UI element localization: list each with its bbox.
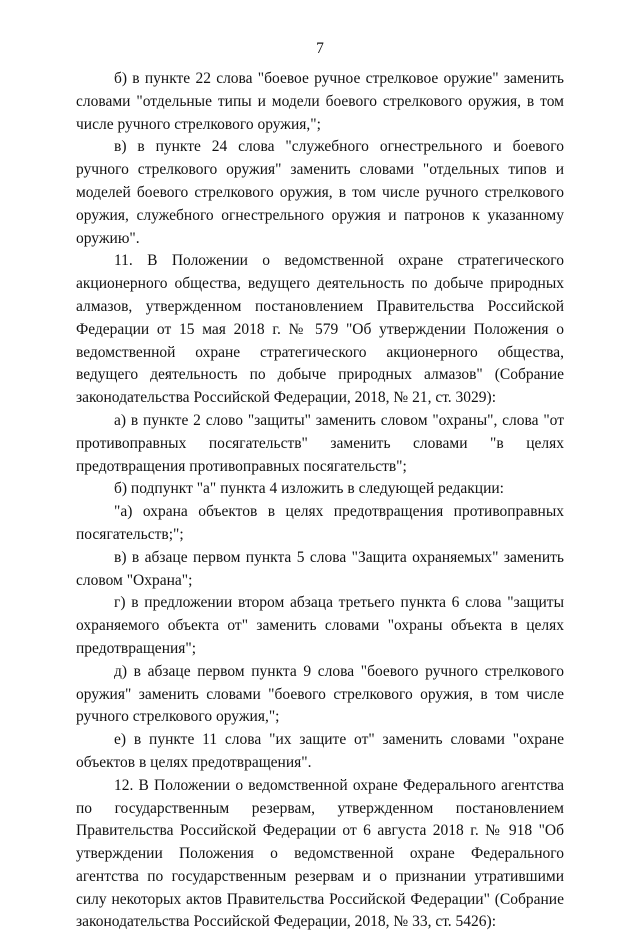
paragraph-item-d-point-9: д) в абзаце первом пункта 9 слова "боевого ручного стрелкового оружия" заменить словами "боевого стрелкового оружия, в том числе ручного стрелкового оружия,"; bbox=[76, 662, 564, 726]
paragraph-item-g-point-6: г) в предложении втором абзаца третьего пункта 6 слова "защиты охраняемого объекта от" заменить словами "охраны объекта в целях предотвращения"; bbox=[76, 594, 564, 657]
paragraph-section-12: 12. В Положении о ведомственной охране Федерального агентства по государственным резервам, утвержденном постановлением Правительства Российской Федерации от 6 августа 2018 г. № 918 "Об утверждении Положения о ведомственной охране Федерального агентства по государственным резервам и о признании утратившими силу некоторых актов Правительства Российской Федерации" (Собрание законодательства Российской Федерации, 2018, № 33, ст. 5426): bbox=[76, 776, 564, 931]
paragraph-item-a-point-2: а) в пункте 2 слово "защиты" заменить словом "охраны", слова "от противоправных посягательств" заменить словами "в целях предотвращения противоправных посягательств"; bbox=[76, 411, 564, 475]
paragraph-item-b-point-4: б) подпункт "а" пункта 4 изложить в следующей редакции: bbox=[114, 480, 504, 498]
paragraph-section-11: 11. В Положении о ведомственной охране стратегического акционерного общества, ведущего деятельность по добыче природных алмазов, утвержденном постановлением Правительства Российской Федерации от 15 мая 2018 г. № 579 "Об утверждении Положения о ведомственной охране стратегического акционерного общества, ведущего деятельность по добыче природных алмазов" (Собрание законодательства Российской Федерации, 2018, № 21, ст. 3029): bbox=[76, 252, 564, 407]
paragraph-item-e-point-11: е) в пункте 11 слова "их защите от" заменить словами "охране объектов в целях предотвращения". bbox=[76, 731, 564, 771]
paragraph-new-wording-subpoint-a: "а) охрана объектов в целях предотвращения противоправных посягательств;"; bbox=[76, 503, 564, 543]
document-body bbox=[76, 68, 564, 934]
paragraph-item-b-point-22: б) в пункте 22 слова "боевое ручное стрелковое оружие" заменить словами "отдельные типы и модели боевого стрелкового оружия, в том числе ручного стрелкового оружия,"; bbox=[76, 70, 564, 133]
page-number: 7 bbox=[316, 40, 324, 57]
paragraph-item-v-point-5: в) в абзаце первом пункта 5 слова "Защита охраняемых" заменить словом "Охрана"; bbox=[76, 548, 564, 589]
paragraph-item-v-point-24: в) в пункте 24 слова "служебного огнестрельного и боевого ручного стрелкового оружия" заменить словами "отдельных типов и моделей боевого стрелкового оружия, в том числе ручного стрелкового оружия, служебного огнестрельного оружия и патронов к указанному оружию". bbox=[76, 138, 564, 247]
